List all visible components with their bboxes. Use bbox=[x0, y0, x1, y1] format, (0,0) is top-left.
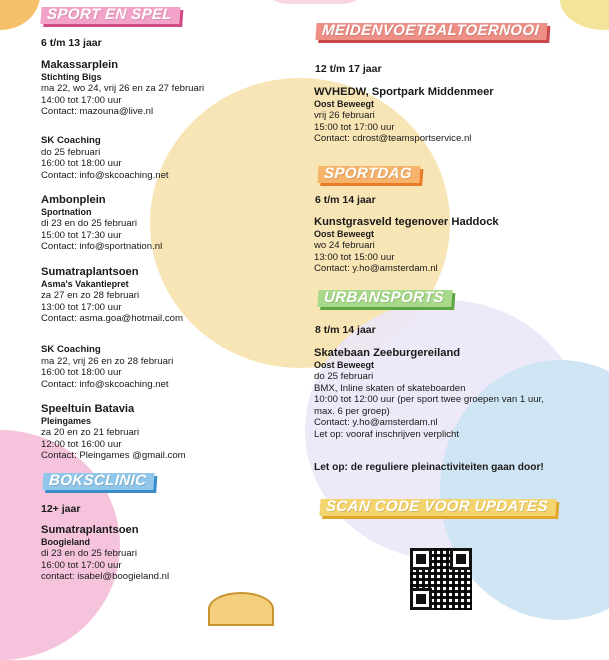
meidenvoetbaltoernooi-tag: MEIDENVOETBALTOERNOOI bbox=[315, 23, 547, 40]
entry-organizer: Stichting Bigs bbox=[41, 72, 102, 82]
entry-location: Ambonplein bbox=[41, 194, 106, 206]
entry-contact: Contact: Pleingames @gmail.com bbox=[41, 450, 186, 462]
entry-dates: di 23 en do 25 februari bbox=[41, 218, 138, 229]
entry-dates: ma 22, wo 24, vrij 26 en za 27 februari bbox=[41, 83, 205, 94]
entry-location: Makassarplein bbox=[41, 59, 119, 71]
activity-entry bbox=[314, 86, 494, 145]
activity-entry bbox=[41, 524, 169, 583]
entry-contact: contact: isabel@boogieland.nl bbox=[41, 571, 170, 583]
activity-entry bbox=[41, 59, 204, 118]
entry-location: SK Coaching bbox=[41, 344, 101, 355]
entry-contact: Contact: asma.goa@hotmail.com bbox=[41, 313, 183, 325]
entry-time: 15:00 tot 17:30 uur bbox=[41, 229, 122, 241]
urbansports-tag: URBANSPORTS bbox=[317, 290, 452, 307]
entry-dates: wo 24 februari bbox=[314, 240, 375, 251]
activity-entry bbox=[41, 194, 162, 253]
section-age: 8 t/m 14 jaar bbox=[315, 324, 376, 336]
entry-time: 14:00 tot 17:00 uur bbox=[41, 94, 122, 106]
entry-location: Kunstgrasveld tegenover Haddock bbox=[314, 216, 499, 228]
entry-contact: Contact: mazouna@live.nl bbox=[41, 106, 154, 118]
entry-location: Sumatraplantsoen bbox=[41, 266, 139, 278]
regular-activities-notice: Let op: de reguliere pleinactiviteiten gaan door! bbox=[314, 462, 544, 473]
entry-location: Skatebaan Zeeburgereiland bbox=[314, 347, 461, 359]
entry-dates: do 25 februari bbox=[41, 146, 101, 158]
qr-code-icon[interactable] bbox=[410, 548, 472, 610]
entry-location: Speeltuin Batavia bbox=[41, 403, 135, 415]
entry-time: 15:00 tot 17:00 uur bbox=[314, 121, 395, 133]
mascot-illustration bbox=[208, 592, 274, 626]
entry-time: 16:00 tot 18:00 uur bbox=[41, 158, 122, 170]
entry-organizer: Asma's Vakantiepret bbox=[41, 279, 129, 289]
entry-dates: ma 22, vrij 26 en zo 28 februari bbox=[41, 355, 174, 367]
qr-finder-pattern bbox=[410, 548, 432, 570]
activity-entry bbox=[314, 347, 544, 441]
section-age: 6 t/m 14 jaar bbox=[315, 194, 376, 206]
sportdag-tag: SPORTDAG bbox=[317, 166, 420, 183]
entry-time: 10:00 tot 12:00 uur (per sport twee groepen van 1 uur, bbox=[314, 394, 544, 406]
scan-code-tag: SCAN CODE VOOR UPDATES bbox=[319, 499, 556, 516]
entry-dates: do 25 februari bbox=[314, 371, 374, 382]
section-age: 6 t/m 13 jaar bbox=[41, 37, 102, 49]
entry-time: 12:00 tot 16:00 uur bbox=[41, 438, 122, 450]
entry-dates: za 20 en zo 21 februari bbox=[41, 427, 140, 438]
entry-contact: Contact: y.ho@amsterdam.nl bbox=[314, 263, 438, 275]
entry-activities: BMX, Inline skaten of skateboarden bbox=[314, 382, 466, 394]
entry-location: Sumatraplantsoen bbox=[41, 524, 139, 536]
entry-organizer: Pleingames bbox=[41, 416, 92, 426]
entry-time: 13:00 tot 17:00 uur bbox=[41, 301, 122, 313]
entry-organizer: Oost Beweegt bbox=[314, 360, 375, 370]
activity-entry bbox=[314, 216, 499, 275]
qr-finder-pattern bbox=[450, 548, 472, 570]
entry-contact: Contact: info@skcoaching.net bbox=[41, 378, 169, 390]
entry-contact: Contact: info@sportnation.nl bbox=[41, 241, 163, 253]
activity-entry bbox=[41, 403, 186, 462]
entry-location: WVHEDW, Sportpark Middenmeer bbox=[314, 86, 494, 98]
activity-entry bbox=[41, 135, 169, 181]
entry-dates: di 23 en do 25 februari bbox=[41, 548, 138, 559]
yellow-circle-decoration bbox=[560, 0, 609, 30]
entry-time: 13:00 tot 15:00 uur bbox=[314, 251, 395, 263]
activity-entry bbox=[41, 344, 173, 390]
entry-time: 16:00 tot 17:00 uur bbox=[41, 559, 122, 571]
activity-entry bbox=[41, 266, 183, 325]
entry-location: SK Coaching bbox=[41, 135, 101, 146]
entry-organizer: Sportnation bbox=[41, 207, 92, 217]
entry-contact: Contact: y.ho@amsterdam.nl bbox=[314, 417, 438, 429]
entry-contact: Contact: info@skcoaching.net bbox=[41, 169, 169, 181]
sport-en-spel-tag: SPORT EN SPEL bbox=[40, 7, 180, 24]
entry-dates: za 27 en zo 28 februari bbox=[41, 290, 140, 301]
entry-group-size: max. 6 per groep) bbox=[314, 405, 390, 417]
entry-time: 16:00 tot 18:00 uur bbox=[41, 367, 122, 379]
entry-registration-note: Let op: vooraf inschrijven verplicht bbox=[314, 428, 460, 440]
orange-circle-decoration bbox=[0, 0, 40, 30]
entry-dates: vrij 26 februari bbox=[314, 110, 375, 121]
entry-organizer: Boogieland bbox=[41, 537, 90, 547]
entry-organizer: Oost Beweegt bbox=[314, 229, 375, 239]
boksclinic-tag: BOKSCLINIC bbox=[42, 473, 155, 490]
qr-finder-pattern bbox=[410, 588, 432, 610]
entry-organizer: Oost Beweegt bbox=[314, 99, 375, 109]
section-age: 12 t/m 17 jaar bbox=[315, 63, 382, 75]
top-pink-shape-decoration bbox=[255, 0, 375, 4]
section-age: 12+ jaar bbox=[41, 503, 81, 515]
entry-contact: Contact: cdrost@teamsportservice.nl bbox=[314, 133, 472, 145]
